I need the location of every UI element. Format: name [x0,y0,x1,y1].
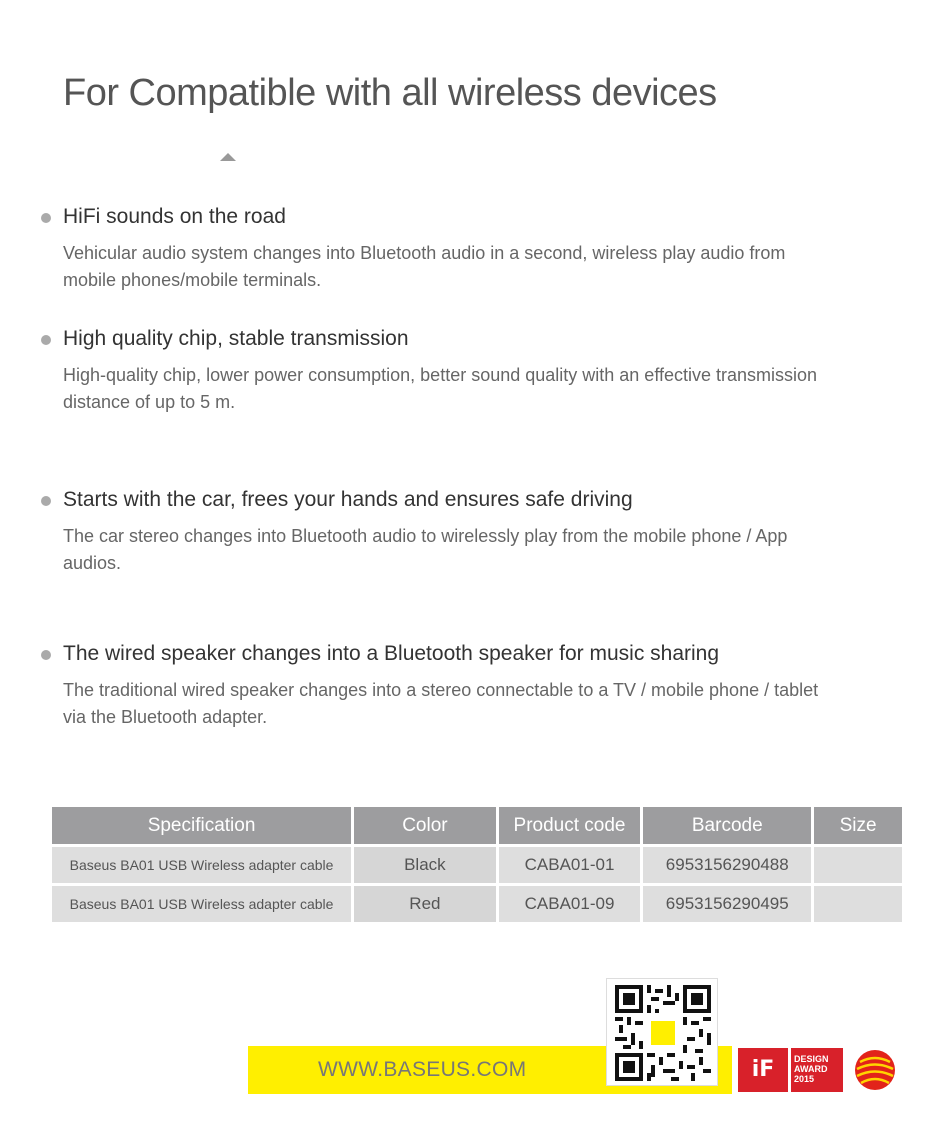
website-link[interactable]: WWW.BASEUS.COM [318,1058,527,1081]
header-color: Color [354,807,496,844]
header-specification: Specification [52,807,351,844]
page-title: For Compatible with all wireless devices [63,72,717,114]
reddot-award-icon [852,1048,898,1092]
cell-size [814,847,902,883]
cell-barcode: 6953156290488 [643,847,811,883]
qr-code-icon [606,978,718,1086]
header-size: Size [814,807,902,844]
table-row [52,847,902,883]
header-barcode: Barcode [643,807,811,844]
header-product-code: Product code [499,807,641,844]
feature-body: The traditional wired speaker changes into a stereo connectable to a TV / mobile phone / tablet via the Bluetooth adapter. [63,680,819,727]
bullet-dot-icon [41,335,51,345]
spec-table-header-row [52,807,902,844]
feature-heading: The wired speaker changes into a Bluetooth speaker for music sharing [63,642,720,665]
feature-heading: Starts with the car, frees your hands and ensures safe driving [63,488,633,511]
feature-heading: HiFi sounds on the road [63,205,286,228]
feature-item [40,487,900,577]
award-line: DESIGN [794,1054,829,1064]
feature-body: Vehicular audio system changes into Bluetooth audio in a second, wireless play audio from mobile phones/mobile terminals. [63,243,786,290]
cell-specification: Baseus BA01 USB Wireless adapter cable [52,886,351,922]
award-line: 2015 [794,1074,815,1084]
if-logo: iF [738,1048,788,1092]
spec-table [49,804,905,925]
caret-up-icon [220,153,236,161]
feature-body: The car stereo changes into Bluetooth audio to wirelessly play from the mobile phone / App audios. [63,526,788,573]
cell-color: Red [354,886,496,922]
bullet-dot-icon [41,496,51,506]
cell-color: Black [354,847,496,883]
table-row [52,886,902,922]
award-line: AWARD [794,1064,828,1074]
feature-body: High-quality chip, lower power consumption, better sound quality with an effective transmission distance of up to 5 m. [63,365,818,412]
cell-product-code: CABA01-09 [499,886,641,922]
feature-item [40,204,900,294]
cell-product-code: CABA01-01 [499,847,641,883]
cell-specification: Baseus BA01 USB Wireless adapter cable [52,847,351,883]
cell-barcode: 6953156290495 [643,886,811,922]
cell-size [814,886,902,922]
bullet-dot-icon [41,650,51,660]
bullet-dot-icon [41,213,51,223]
feature-item [40,326,900,416]
feature-heading: High quality chip, stable transmission [63,327,409,350]
feature-item [40,641,900,731]
design-award-badge [791,1048,843,1092]
